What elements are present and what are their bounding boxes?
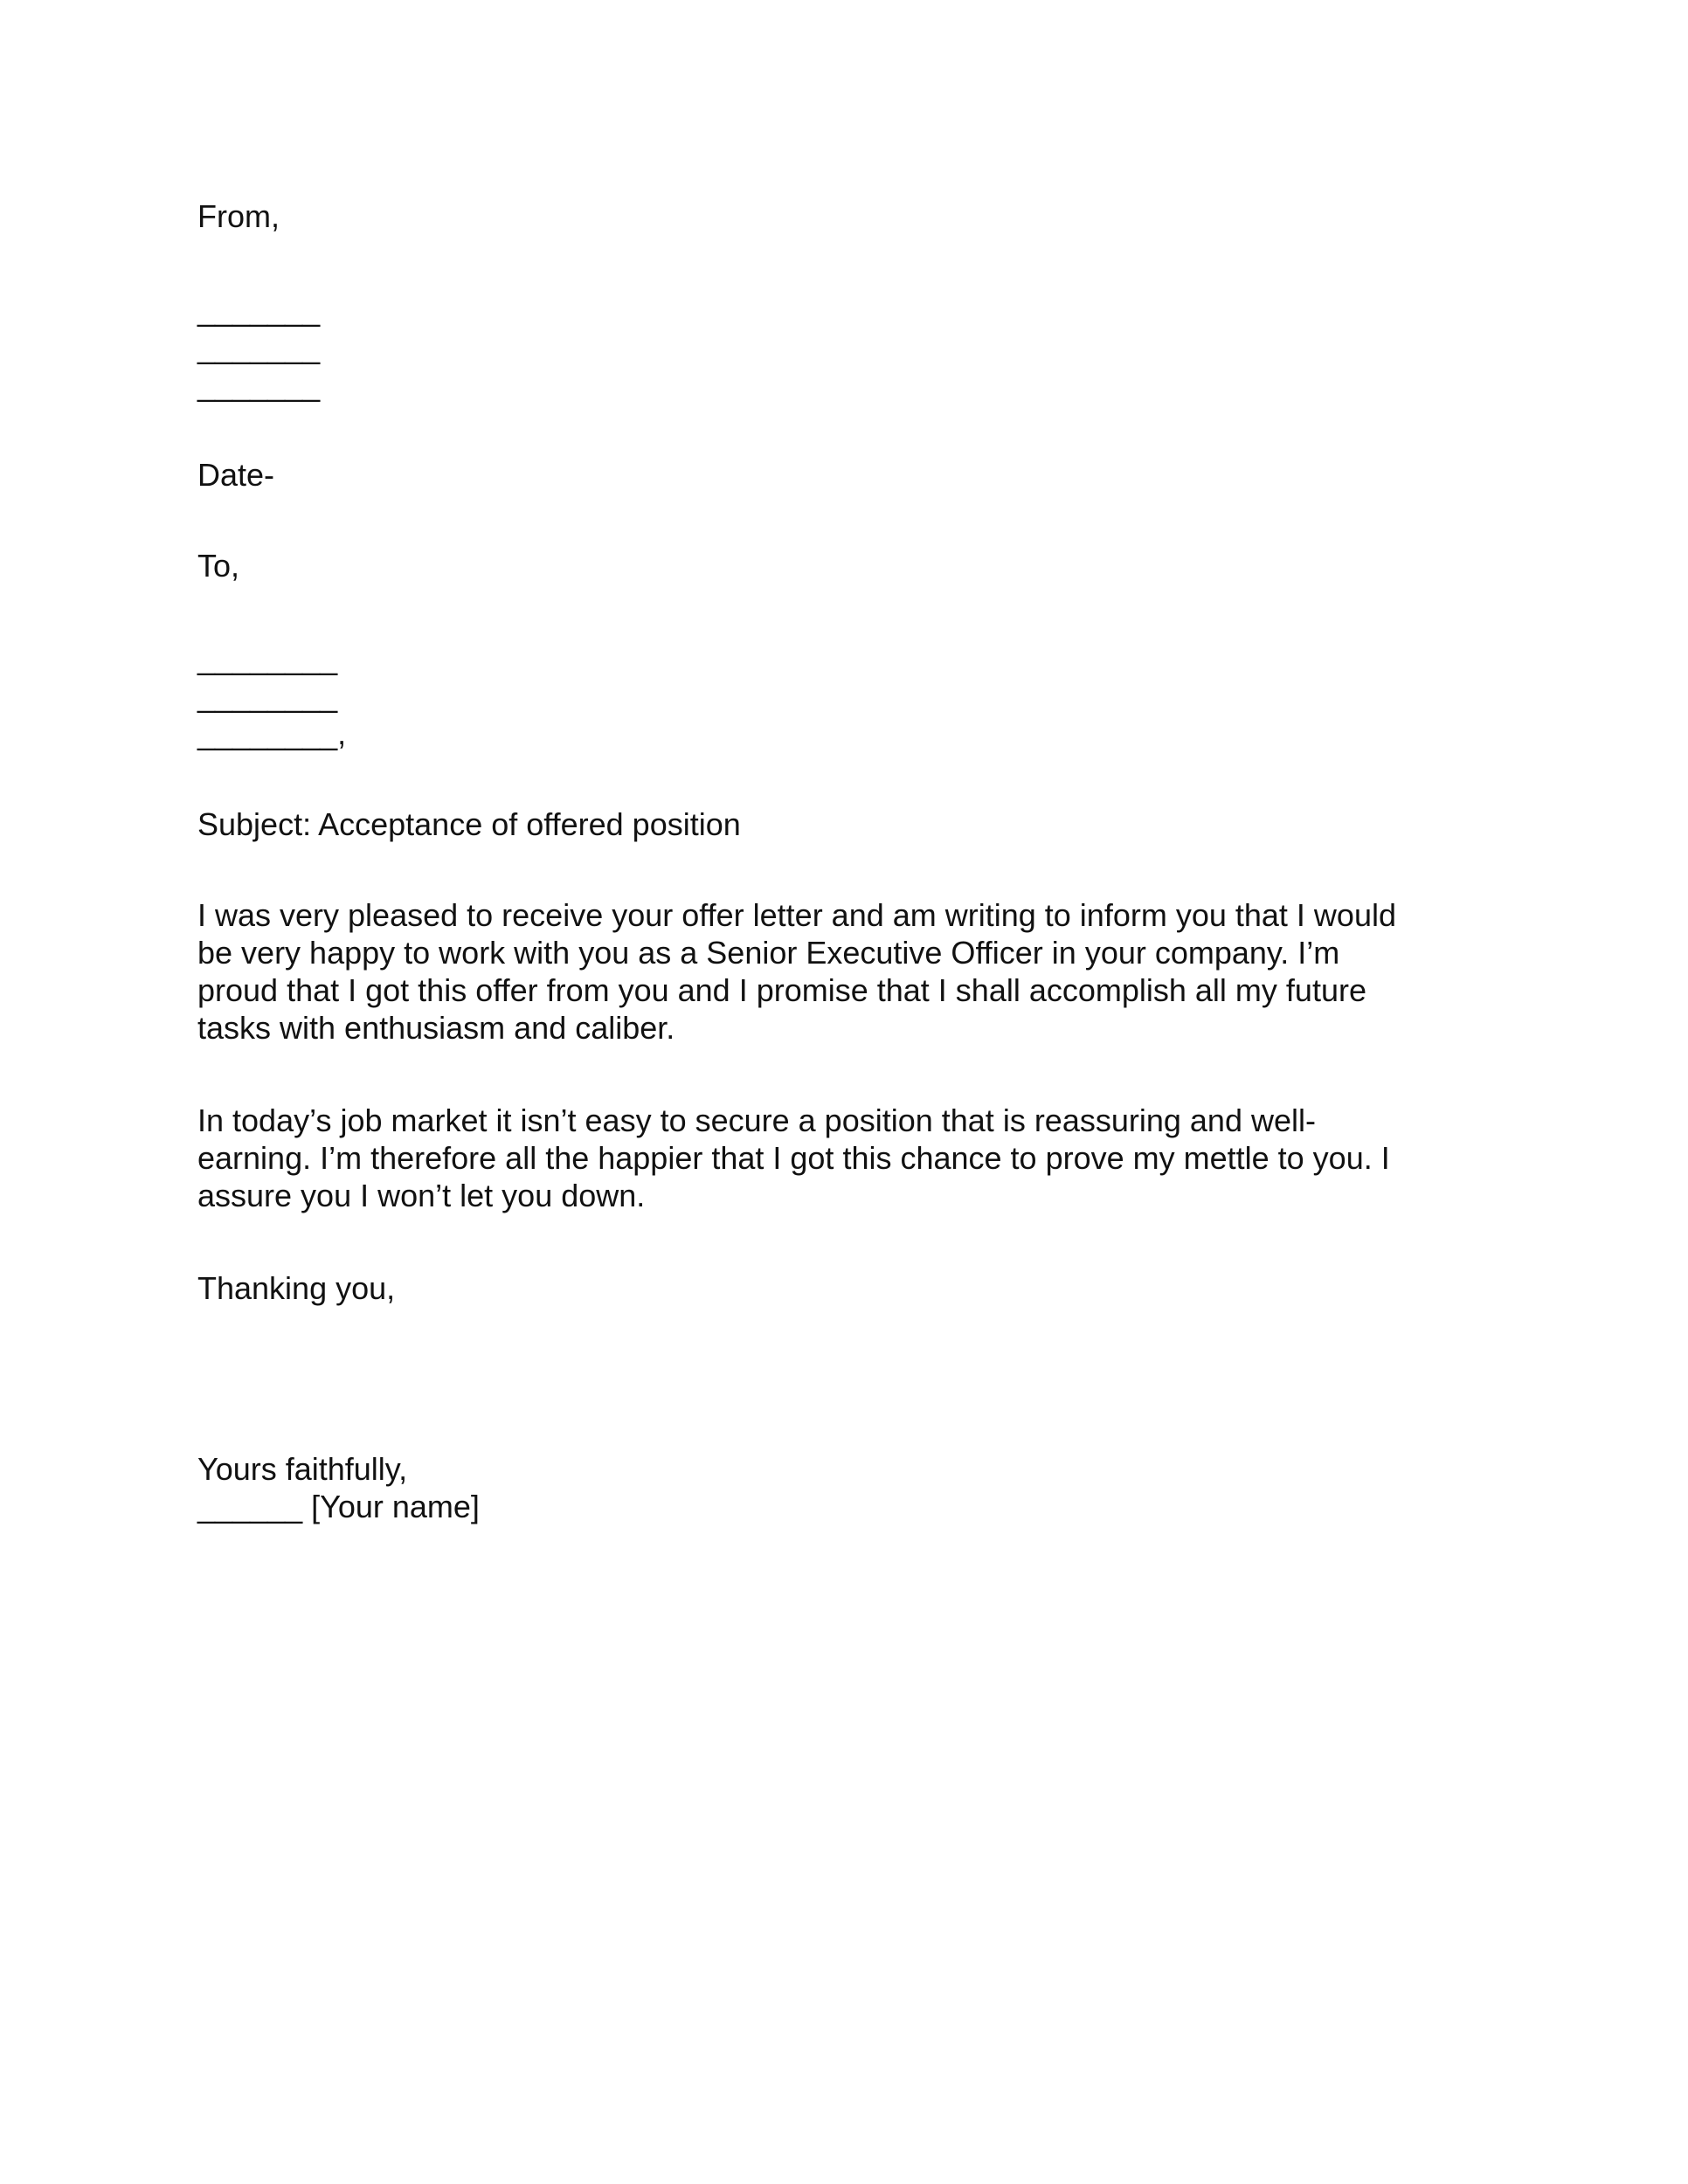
paragraph-line: be very happy to work with you as a Senior Executive Officer in your company. I’m [197,935,1340,971]
from-blank-line: _______ [197,292,321,328]
to-blank-line: ________ [197,678,338,714]
date-label: Date- [197,457,275,493]
from-blank-line: _______ [197,367,321,403]
from-blank-line: _______ [197,329,321,365]
paragraph-line: tasks with enthusiasm and caliber. [197,1010,675,1046]
paragraph-line: assure you I won’t let you down. [197,1178,646,1213]
body-paragraph-1 [197,896,1473,1047]
to-blank-line: ________, [197,715,347,751]
paragraph-line: In today’s job market it isn’t easy to secure a position that is reassuring and well- [197,1102,1316,1138]
closing-line: Yours faithfully, [197,1451,408,1487]
signature-line: ______ [Your name] [197,1489,480,1524]
to-label: To, [197,548,240,584]
to-blank-line: ________ [197,640,338,676]
thanks-line: Thanking you, [197,1270,396,1306]
paragraph-line: I was very pleased to receive your offer letter and am writing to inform you that I would [197,897,1396,933]
paragraph-line: earning. I’m therefore all the happier that I got this chance to prove my mettle to you. I [197,1140,1390,1176]
from-label: From, [197,198,280,234]
subject-line: Subject: Acceptance of offered position [197,806,741,842]
paragraph-line: proud that I got this offer from you and I promise that I shall accomplish all my future [197,972,1366,1008]
body-paragraph-2 [197,1102,1473,1214]
